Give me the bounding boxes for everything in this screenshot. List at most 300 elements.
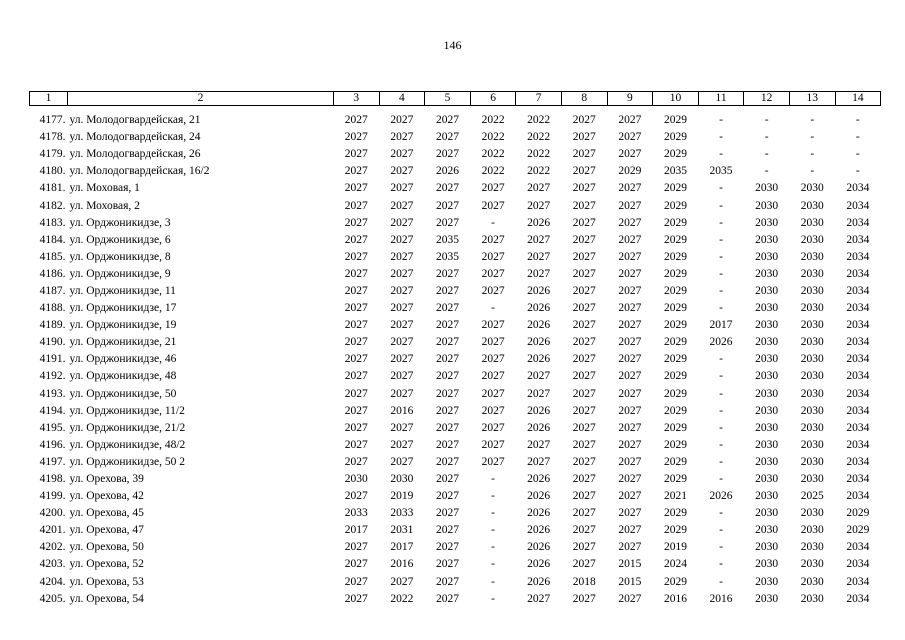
address-cell: ул. Орехова, 54 bbox=[69, 592, 144, 605]
year-cell: 2027 bbox=[527, 267, 551, 280]
year-cell: 2027 bbox=[344, 421, 368, 434]
year-cell: - bbox=[719, 353, 723, 366]
year-cell: 2027 bbox=[572, 336, 596, 349]
year-cell: 2027 bbox=[618, 199, 642, 212]
table-row bbox=[30, 488, 881, 505]
year-cell: - bbox=[810, 165, 815, 178]
year-cell: 2027 bbox=[618, 216, 642, 229]
year-cell: 2027 bbox=[572, 490, 596, 503]
year-cell: 2034 bbox=[846, 353, 870, 366]
column-header: 4 bbox=[379, 92, 425, 106]
table-row bbox=[30, 522, 881, 539]
year-cell: 2027 bbox=[618, 592, 642, 605]
year-cell: 2027 bbox=[527, 182, 551, 195]
year-cell: 2027 bbox=[344, 250, 368, 263]
year-cell: - bbox=[855, 148, 860, 161]
row-number: 4181. bbox=[39, 182, 66, 195]
year-cell: 2030 bbox=[755, 250, 779, 263]
year-cell: 2027 bbox=[390, 438, 414, 451]
year-cell: 2026 bbox=[527, 421, 551, 434]
year-cell: 2030 bbox=[755, 473, 779, 486]
year-cell: 2029 bbox=[618, 165, 642, 178]
year-cell: 2030 bbox=[755, 404, 779, 417]
address-cell: ул. Моховая, 1 bbox=[69, 182, 140, 195]
year-cell: 2027 bbox=[344, 165, 368, 178]
year-cell: - bbox=[764, 165, 769, 178]
table-row bbox=[30, 300, 881, 317]
year-cell: 2030 bbox=[755, 284, 779, 297]
year-cell: 2027 bbox=[572, 353, 596, 366]
year-cell: - bbox=[855, 131, 860, 144]
year-cell: 2034 bbox=[846, 438, 870, 451]
year-cell: 2029 bbox=[663, 421, 687, 434]
year-cell: 2027 bbox=[618, 421, 642, 434]
year-cell: 2029 bbox=[663, 507, 687, 520]
year-cell: 2017 bbox=[344, 524, 368, 537]
year-cell: - bbox=[855, 114, 860, 127]
year-cell: 2024 bbox=[663, 558, 687, 571]
table-row bbox=[30, 591, 881, 608]
year-cell: 2027 bbox=[572, 387, 596, 400]
year-cell: 2030 bbox=[800, 233, 824, 246]
year-cell: - bbox=[764, 131, 769, 144]
year-cell: 2030 bbox=[800, 592, 824, 605]
year-cell: 2027 bbox=[344, 387, 368, 400]
column-header: 12 bbox=[744, 92, 790, 106]
year-cell: 2027 bbox=[344, 455, 368, 468]
year-cell: 2026 bbox=[527, 541, 551, 554]
address-cell: ул. Орехова, 42 bbox=[69, 490, 144, 503]
year-cell: - bbox=[719, 421, 723, 434]
year-cell: 2027 bbox=[572, 558, 596, 571]
year-cell: 2027 bbox=[344, 558, 368, 571]
year-cell: 2030 bbox=[390, 473, 414, 486]
year-cell: 2033 bbox=[390, 507, 414, 520]
year-cell: 2030 bbox=[755, 387, 779, 400]
address-cell: ул. Орехова, 52 bbox=[69, 558, 144, 571]
address-cell: ул. Орехова, 39 bbox=[69, 473, 144, 486]
year-cell: - bbox=[855, 165, 860, 178]
year-cell: 2026 bbox=[527, 353, 551, 366]
table-row bbox=[30, 163, 881, 180]
column-header: 6 bbox=[470, 92, 516, 106]
table-row bbox=[30, 454, 881, 471]
year-cell: 2029 bbox=[663, 233, 687, 246]
year-cell: 2027 bbox=[572, 404, 596, 417]
year-cell: 2026 bbox=[435, 165, 459, 178]
year-cell: - bbox=[491, 558, 495, 571]
column-header: 7 bbox=[516, 92, 562, 106]
row-number: 4180. bbox=[39, 165, 66, 178]
year-cell: 2016 bbox=[390, 404, 414, 417]
year-cell: 2033 bbox=[344, 507, 368, 520]
year-cell: 2030 bbox=[800, 284, 824, 297]
year-cell: 2030 bbox=[755, 524, 779, 537]
year-cell: 2026 bbox=[527, 336, 551, 349]
year-cell: 2027 bbox=[572, 319, 596, 332]
year-cell: 2034 bbox=[846, 575, 870, 588]
year-cell: 2027 bbox=[618, 233, 642, 246]
year-cell: 2030 bbox=[800, 216, 824, 229]
year-cell: 2030 bbox=[344, 473, 368, 486]
year-cell: 2027 bbox=[390, 319, 414, 332]
row-number: 4179. bbox=[39, 148, 66, 161]
table-row bbox=[30, 197, 881, 214]
year-cell: 2035 bbox=[435, 250, 459, 263]
year-cell: 2026 bbox=[709, 336, 733, 349]
year-cell: - bbox=[719, 541, 723, 554]
year-cell: 2034 bbox=[846, 541, 870, 554]
table-header bbox=[30, 92, 881, 106]
table-row bbox=[30, 283, 881, 300]
year-cell: 2027 bbox=[618, 524, 642, 537]
table-row bbox=[30, 437, 881, 454]
year-cell: 2030 bbox=[800, 267, 824, 280]
year-cell: - bbox=[491, 490, 495, 503]
year-cell: 2027 bbox=[481, 336, 505, 349]
data-table bbox=[29, 91, 881, 608]
year-cell: 2027 bbox=[344, 216, 368, 229]
row-number: 4178. bbox=[39, 131, 66, 144]
page-number: 146 bbox=[443, 38, 462, 52]
year-cell: 2027 bbox=[435, 336, 459, 349]
column-header: 14 bbox=[835, 92, 881, 106]
address-cell: ул. Орехова, 45 bbox=[69, 507, 144, 520]
year-cell: 2027 bbox=[344, 404, 368, 417]
table-row bbox=[30, 556, 881, 573]
table-row bbox=[30, 368, 881, 385]
year-cell: 2030 bbox=[800, 302, 824, 315]
year-cell: 2027 bbox=[435, 114, 459, 127]
year-cell: 2027 bbox=[435, 455, 459, 468]
year-cell: 2027 bbox=[390, 575, 414, 588]
year-cell: 2034 bbox=[846, 421, 870, 434]
column-header: 10 bbox=[653, 92, 699, 106]
year-cell: 2035 bbox=[435, 233, 459, 246]
year-cell: - bbox=[491, 592, 495, 605]
year-cell: 2027 bbox=[390, 455, 414, 468]
year-cell: 2027 bbox=[618, 182, 642, 195]
address-cell: ул. Орджоникидзе, 19 bbox=[69, 319, 177, 332]
year-cell: 2022 bbox=[527, 148, 551, 161]
year-cell: 2027 bbox=[390, 421, 414, 434]
row-number: 4191. bbox=[39, 353, 66, 366]
row-number: 4184. bbox=[39, 233, 66, 246]
year-cell: 2026 bbox=[709, 490, 733, 503]
year-cell: 2027 bbox=[344, 114, 368, 127]
year-cell: 2030 bbox=[755, 370, 779, 383]
year-cell: 2019 bbox=[390, 490, 414, 503]
table-row bbox=[30, 539, 881, 556]
address-cell: ул. Орджоникидзе, 50 2 bbox=[69, 455, 185, 468]
year-cell: 2029 bbox=[663, 302, 687, 315]
year-cell: 2022 bbox=[481, 148, 505, 161]
year-cell: 2026 bbox=[527, 284, 551, 297]
year-cell: 2029 bbox=[663, 148, 687, 161]
year-cell: - bbox=[719, 233, 723, 246]
address-cell: ул. Молодогвардейская, 21 bbox=[69, 114, 201, 127]
year-cell: 2027 bbox=[481, 267, 505, 280]
year-cell: - bbox=[719, 387, 723, 400]
table-row bbox=[30, 146, 881, 163]
year-cell: 2030 bbox=[800, 250, 824, 263]
year-cell: 2027 bbox=[572, 250, 596, 263]
row-number: 4200. bbox=[39, 507, 66, 520]
address-cell: ул. Орджоникидзе, 46 bbox=[69, 353, 177, 366]
year-cell: 2027 bbox=[572, 267, 596, 280]
year-cell: 2027 bbox=[390, 370, 414, 383]
row-number: 4199. bbox=[39, 490, 66, 503]
year-cell: - bbox=[719, 473, 723, 486]
year-cell: 2027 bbox=[344, 370, 368, 383]
year-cell: 2027 bbox=[618, 114, 642, 127]
year-cell: 2027 bbox=[344, 148, 368, 161]
year-cell: 2027 bbox=[481, 387, 505, 400]
year-cell: 2030 bbox=[755, 421, 779, 434]
year-cell: 2027 bbox=[344, 336, 368, 349]
year-cell: 2027 bbox=[390, 182, 414, 195]
year-cell: 2026 bbox=[527, 524, 551, 537]
year-cell: 2027 bbox=[344, 233, 368, 246]
row-number: 4187. bbox=[39, 284, 66, 297]
year-cell: 2027 bbox=[481, 455, 505, 468]
year-cell: 2027 bbox=[390, 284, 414, 297]
year-cell: - bbox=[719, 182, 723, 195]
year-cell: 2027 bbox=[527, 438, 551, 451]
year-cell: 2027 bbox=[435, 182, 459, 195]
year-cell: 2027 bbox=[344, 541, 368, 554]
year-cell: 2030 bbox=[755, 490, 779, 503]
row-number: 4185. bbox=[39, 250, 66, 263]
year-cell: 2030 bbox=[800, 404, 824, 417]
year-cell: 2027 bbox=[618, 370, 642, 383]
year-cell: 2027 bbox=[435, 267, 459, 280]
year-cell: 2027 bbox=[344, 575, 368, 588]
year-cell: - bbox=[719, 455, 723, 468]
year-cell: 2027 bbox=[390, 114, 414, 127]
year-cell: 2027 bbox=[618, 131, 642, 144]
year-cell: 2030 bbox=[755, 216, 779, 229]
year-cell: 2027 bbox=[390, 353, 414, 366]
year-cell: 2027 bbox=[435, 353, 459, 366]
year-cell: 2030 bbox=[800, 336, 824, 349]
year-cell: - bbox=[810, 148, 815, 161]
year-cell: 2034 bbox=[846, 336, 870, 349]
year-cell: 2034 bbox=[846, 370, 870, 383]
year-cell: 2030 bbox=[755, 592, 779, 605]
year-cell: 2027 bbox=[435, 575, 459, 588]
year-cell: 2030 bbox=[755, 302, 779, 315]
year-cell: 2035 bbox=[709, 165, 733, 178]
row-number: 4188. bbox=[39, 302, 66, 315]
year-cell: 2027 bbox=[481, 182, 505, 195]
table-body bbox=[30, 106, 881, 608]
year-cell: 2027 bbox=[527, 455, 551, 468]
year-cell: 2030 bbox=[755, 182, 779, 195]
year-cell: 2027 bbox=[572, 131, 596, 144]
year-cell: 2027 bbox=[344, 353, 368, 366]
year-cell: - bbox=[719, 507, 723, 520]
year-cell: 2029 bbox=[846, 507, 870, 520]
row-number: 4193. bbox=[39, 387, 66, 400]
year-cell: 2027 bbox=[390, 233, 414, 246]
year-cell: 2029 bbox=[663, 455, 687, 468]
year-cell: 2030 bbox=[755, 353, 779, 366]
year-cell: 2027 bbox=[390, 387, 414, 400]
row-number: 4202. bbox=[39, 541, 66, 554]
address-cell: ул. Молодогвардейская, 16/2 bbox=[69, 165, 210, 178]
year-cell: 2030 bbox=[755, 507, 779, 520]
address-cell: ул. Молодогвардейская, 24 bbox=[69, 131, 201, 144]
year-cell: 2030 bbox=[800, 524, 824, 537]
year-cell: 2030 bbox=[800, 455, 824, 468]
year-cell: 2022 bbox=[527, 114, 551, 127]
column-header: 2 bbox=[68, 92, 334, 106]
year-cell: 2027 bbox=[390, 302, 414, 315]
address-cell: ул. Орджоникидзе, 21/2 bbox=[69, 421, 186, 434]
year-cell: - bbox=[719, 267, 723, 280]
year-cell: 2027 bbox=[435, 438, 459, 451]
table-row bbox=[30, 420, 881, 437]
year-cell: 2034 bbox=[846, 250, 870, 263]
year-cell: 2027 bbox=[344, 199, 368, 212]
year-cell: - bbox=[491, 473, 495, 486]
year-cell: 2029 bbox=[846, 524, 870, 537]
year-cell: 2030 bbox=[800, 387, 824, 400]
year-cell: 2027 bbox=[572, 233, 596, 246]
year-cell: 2030 bbox=[755, 199, 779, 212]
row-number: 4196. bbox=[39, 438, 66, 451]
address-cell: ул. Орджоникидзе, 21 bbox=[69, 336, 177, 349]
year-cell: - bbox=[719, 404, 723, 417]
year-cell: 2027 bbox=[618, 455, 642, 468]
year-cell: 2027 bbox=[618, 438, 642, 451]
year-cell: 2027 bbox=[618, 490, 642, 503]
address-cell: ул. Орджоникидзе, 8 bbox=[69, 250, 171, 263]
year-cell: 2027 bbox=[618, 148, 642, 161]
table-row bbox=[30, 574, 881, 591]
year-cell: 2017 bbox=[390, 541, 414, 554]
table-row bbox=[30, 106, 881, 130]
year-cell: - bbox=[719, 575, 723, 588]
year-cell: 2027 bbox=[435, 387, 459, 400]
table-row bbox=[30, 180, 881, 197]
year-cell: 2015 bbox=[618, 558, 642, 571]
year-cell: 2027 bbox=[435, 421, 459, 434]
year-cell: 2027 bbox=[481, 421, 505, 434]
year-cell: 2030 bbox=[755, 558, 779, 571]
year-cell: 2034 bbox=[846, 404, 870, 417]
year-cell: 2034 bbox=[846, 233, 870, 246]
year-cell: 2027 bbox=[527, 233, 551, 246]
year-cell: 2025 bbox=[800, 490, 824, 503]
year-cell: - bbox=[491, 507, 495, 520]
year-cell: 2027 bbox=[390, 148, 414, 161]
year-cell: 2027 bbox=[435, 284, 459, 297]
header-row bbox=[30, 92, 881, 106]
year-cell: 2027 bbox=[435, 490, 459, 503]
year-cell: 2027 bbox=[435, 199, 459, 212]
year-cell: 2027 bbox=[435, 592, 459, 605]
address-cell: ул. Орджоникидзе, 48 bbox=[69, 370, 177, 383]
row-number: 4198. bbox=[39, 473, 66, 486]
year-cell: 2026 bbox=[527, 473, 551, 486]
year-cell: - bbox=[491, 575, 495, 588]
year-cell: - bbox=[719, 438, 723, 451]
year-cell: 2017 bbox=[709, 319, 733, 332]
year-cell: 2027 bbox=[344, 131, 368, 144]
year-cell: 2026 bbox=[527, 558, 551, 571]
year-cell: - bbox=[810, 114, 815, 127]
year-cell: 2027 bbox=[527, 592, 551, 605]
year-cell: 2034 bbox=[846, 199, 870, 212]
year-cell: 2030 bbox=[800, 370, 824, 383]
year-cell: 2029 bbox=[663, 438, 687, 451]
year-cell: 2030 bbox=[800, 575, 824, 588]
year-cell: 2027 bbox=[435, 541, 459, 554]
row-number: 4183. bbox=[39, 216, 66, 229]
year-cell: 2029 bbox=[663, 404, 687, 417]
year-cell: 2022 bbox=[481, 165, 505, 178]
year-cell: 2027 bbox=[481, 233, 505, 246]
year-cell: 2027 bbox=[618, 250, 642, 263]
year-cell: 2027 bbox=[572, 148, 596, 161]
year-cell: 2034 bbox=[846, 592, 870, 605]
year-cell: 2027 bbox=[390, 250, 414, 263]
year-cell: 2034 bbox=[846, 267, 870, 280]
year-cell: 2022 bbox=[527, 165, 551, 178]
year-cell: 2027 bbox=[527, 387, 551, 400]
table-row bbox=[30, 129, 881, 146]
year-cell: 2034 bbox=[846, 455, 870, 468]
year-cell: 2027 bbox=[527, 199, 551, 212]
address-cell: ул. Моховая, 2 bbox=[69, 199, 140, 212]
table-row bbox=[30, 471, 881, 488]
table-row bbox=[30, 249, 881, 266]
column-header: 3 bbox=[334, 92, 380, 106]
year-cell: 2029 bbox=[663, 250, 687, 263]
year-cell: 2027 bbox=[344, 182, 368, 195]
year-cell: - bbox=[719, 131, 723, 144]
year-cell: 2026 bbox=[527, 216, 551, 229]
year-cell: - bbox=[491, 541, 495, 554]
year-cell: 2034 bbox=[846, 216, 870, 229]
year-cell: 2034 bbox=[846, 387, 870, 400]
year-cell: - bbox=[491, 216, 495, 229]
address-cell: ул. Орджоникидзе, 17 bbox=[69, 302, 177, 315]
year-cell: 2029 bbox=[663, 319, 687, 332]
row-number: 4189. bbox=[39, 319, 66, 332]
table-row bbox=[30, 232, 881, 249]
year-cell: 2030 bbox=[800, 541, 824, 554]
table-row bbox=[30, 386, 881, 403]
year-cell: 2027 bbox=[344, 284, 368, 297]
year-cell: 2027 bbox=[527, 370, 551, 383]
year-cell: 2026 bbox=[527, 490, 551, 503]
row-number: 4204. bbox=[39, 575, 66, 588]
year-cell: 2027 bbox=[618, 541, 642, 554]
year-cell: 2029 bbox=[663, 473, 687, 486]
table-row bbox=[30, 317, 881, 334]
year-cell: - bbox=[719, 199, 723, 212]
year-cell: 2027 bbox=[572, 199, 596, 212]
address-cell: ул. Молодогвардейская, 26 bbox=[69, 148, 201, 161]
year-cell: - bbox=[764, 148, 769, 161]
year-cell: 2030 bbox=[755, 267, 779, 280]
year-cell: 2027 bbox=[572, 541, 596, 554]
year-cell: 2027 bbox=[572, 284, 596, 297]
year-cell: 2027 bbox=[572, 370, 596, 383]
